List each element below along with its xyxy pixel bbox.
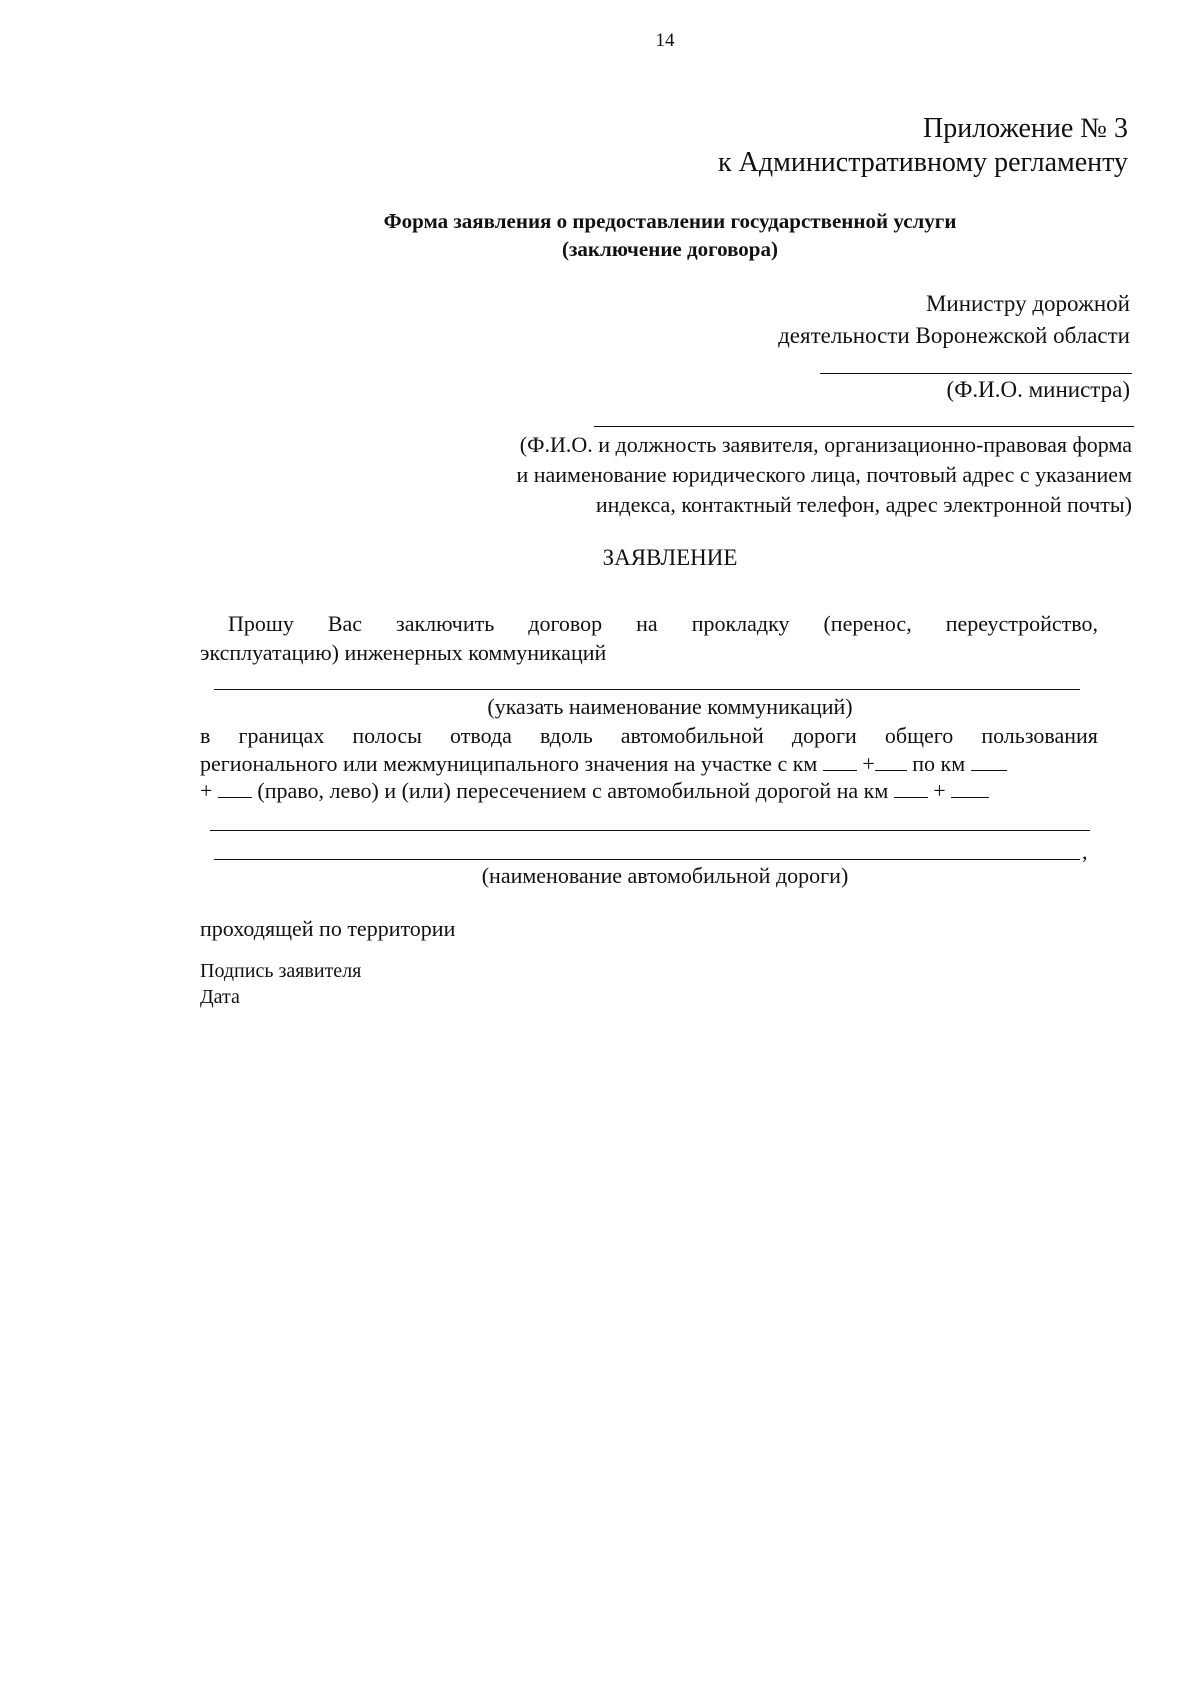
body-line-3 [200, 722, 1098, 749]
body-line-1-word: Прошу [228, 611, 294, 636]
body-line-3-word: отвода [450, 723, 512, 748]
crossing-km-blank[interactable] [894, 779, 928, 798]
body-line-4 [200, 750, 1007, 777]
km-end-blank[interactable] [971, 752, 1007, 771]
body-line-1-word: (перенос, [823, 611, 912, 636]
statement-heading: ЗАЯВЛЕНИЕ [602, 545, 738, 570]
crossing-plus-blank[interactable] [951, 779, 989, 798]
page-number: 14 [655, 30, 675, 51]
body-line-4-plus: + [862, 751, 875, 776]
road-caption: (наименование автомобильной дороги) [481, 863, 849, 888]
body-line-3-word: пользования [981, 723, 1098, 748]
body-line-1-word: переустройство, [945, 611, 1098, 636]
appendix-line-2: к Административному регламенту [718, 147, 1128, 178]
body-line-3-word: полосы [352, 723, 422, 748]
body-line-5 [200, 777, 989, 804]
applicant-caption-line-2: и наименование юридического лица, почтовый адрес с указанием [516, 462, 1132, 487]
body-line-3-word: вдоль [539, 723, 593, 748]
road-line-comma: , [1082, 839, 1088, 864]
body-line-3-word: границах [238, 723, 325, 748]
body-line-3-word: автомобильной [620, 723, 764, 748]
body-line-4-text-c: по км [912, 751, 966, 776]
body-line-1-word: заключить [396, 611, 495, 636]
communications-name-line[interactable] [214, 689, 1080, 690]
form-title-line-1: Форма заявления о предоставлении государственной услуги [383, 209, 957, 233]
applicant-info-line[interactable] [594, 426, 1134, 427]
addressee-line-1: Министру дорожной [925, 291, 1130, 316]
road-name-line-2[interactable] [214, 859, 1080, 860]
appendix-line-1: Приложение № 3 [923, 113, 1128, 144]
body-line-5-text: (право, лево) и (или) пересечением с автомобильной дорогой на км [257, 778, 889, 803]
applicant-signature-label: Подпись заявителя [200, 960, 362, 982]
form-title-line-2: (заключение договора) [562, 237, 778, 261]
km-start-plus-blank[interactable] [875, 752, 907, 771]
body-line-3-word: в [200, 723, 211, 748]
body-line-1 [228, 610, 1098, 637]
minister-caption: (Ф.И.О. министра) [946, 377, 1130, 402]
body-line-5-plus-2: + [933, 778, 946, 803]
territory-line: проходящей по территории [200, 916, 456, 941]
body-line-1-word: на [636, 611, 658, 636]
body-line-1-word: прокладку [691, 611, 790, 636]
road-name-line-1[interactable] [210, 830, 1090, 831]
applicant-caption-line-3: индекса, контактный телефон, адрес электронной почты) [595, 492, 1132, 517]
body-line-1-word: договор [528, 611, 603, 636]
body-line-2: эксплуатацию) инженерных коммуникаций [200, 640, 607, 665]
body-line-5-plus: + [200, 778, 213, 803]
date-label: Дата [200, 986, 240, 1008]
body-line-4-text-a: регионального или межмуниципального значения на участке с км [200, 751, 818, 776]
km-start-blank[interactable] [823, 752, 857, 771]
body-line-3-word: дороги [791, 723, 857, 748]
addressee-line-2: деятельности Воронежской области [778, 323, 1130, 348]
body-line-3-word: общего [884, 723, 954, 748]
km-end-plus-blank[interactable] [218, 779, 252, 798]
body-line-1-word: Вас [327, 611, 363, 636]
applicant-caption-line-1: (Ф.И.О. и должность заявителя, организационно-правовая форма [519, 432, 1132, 457]
communications-caption: (указать наименование коммуникаций) [487, 694, 853, 719]
